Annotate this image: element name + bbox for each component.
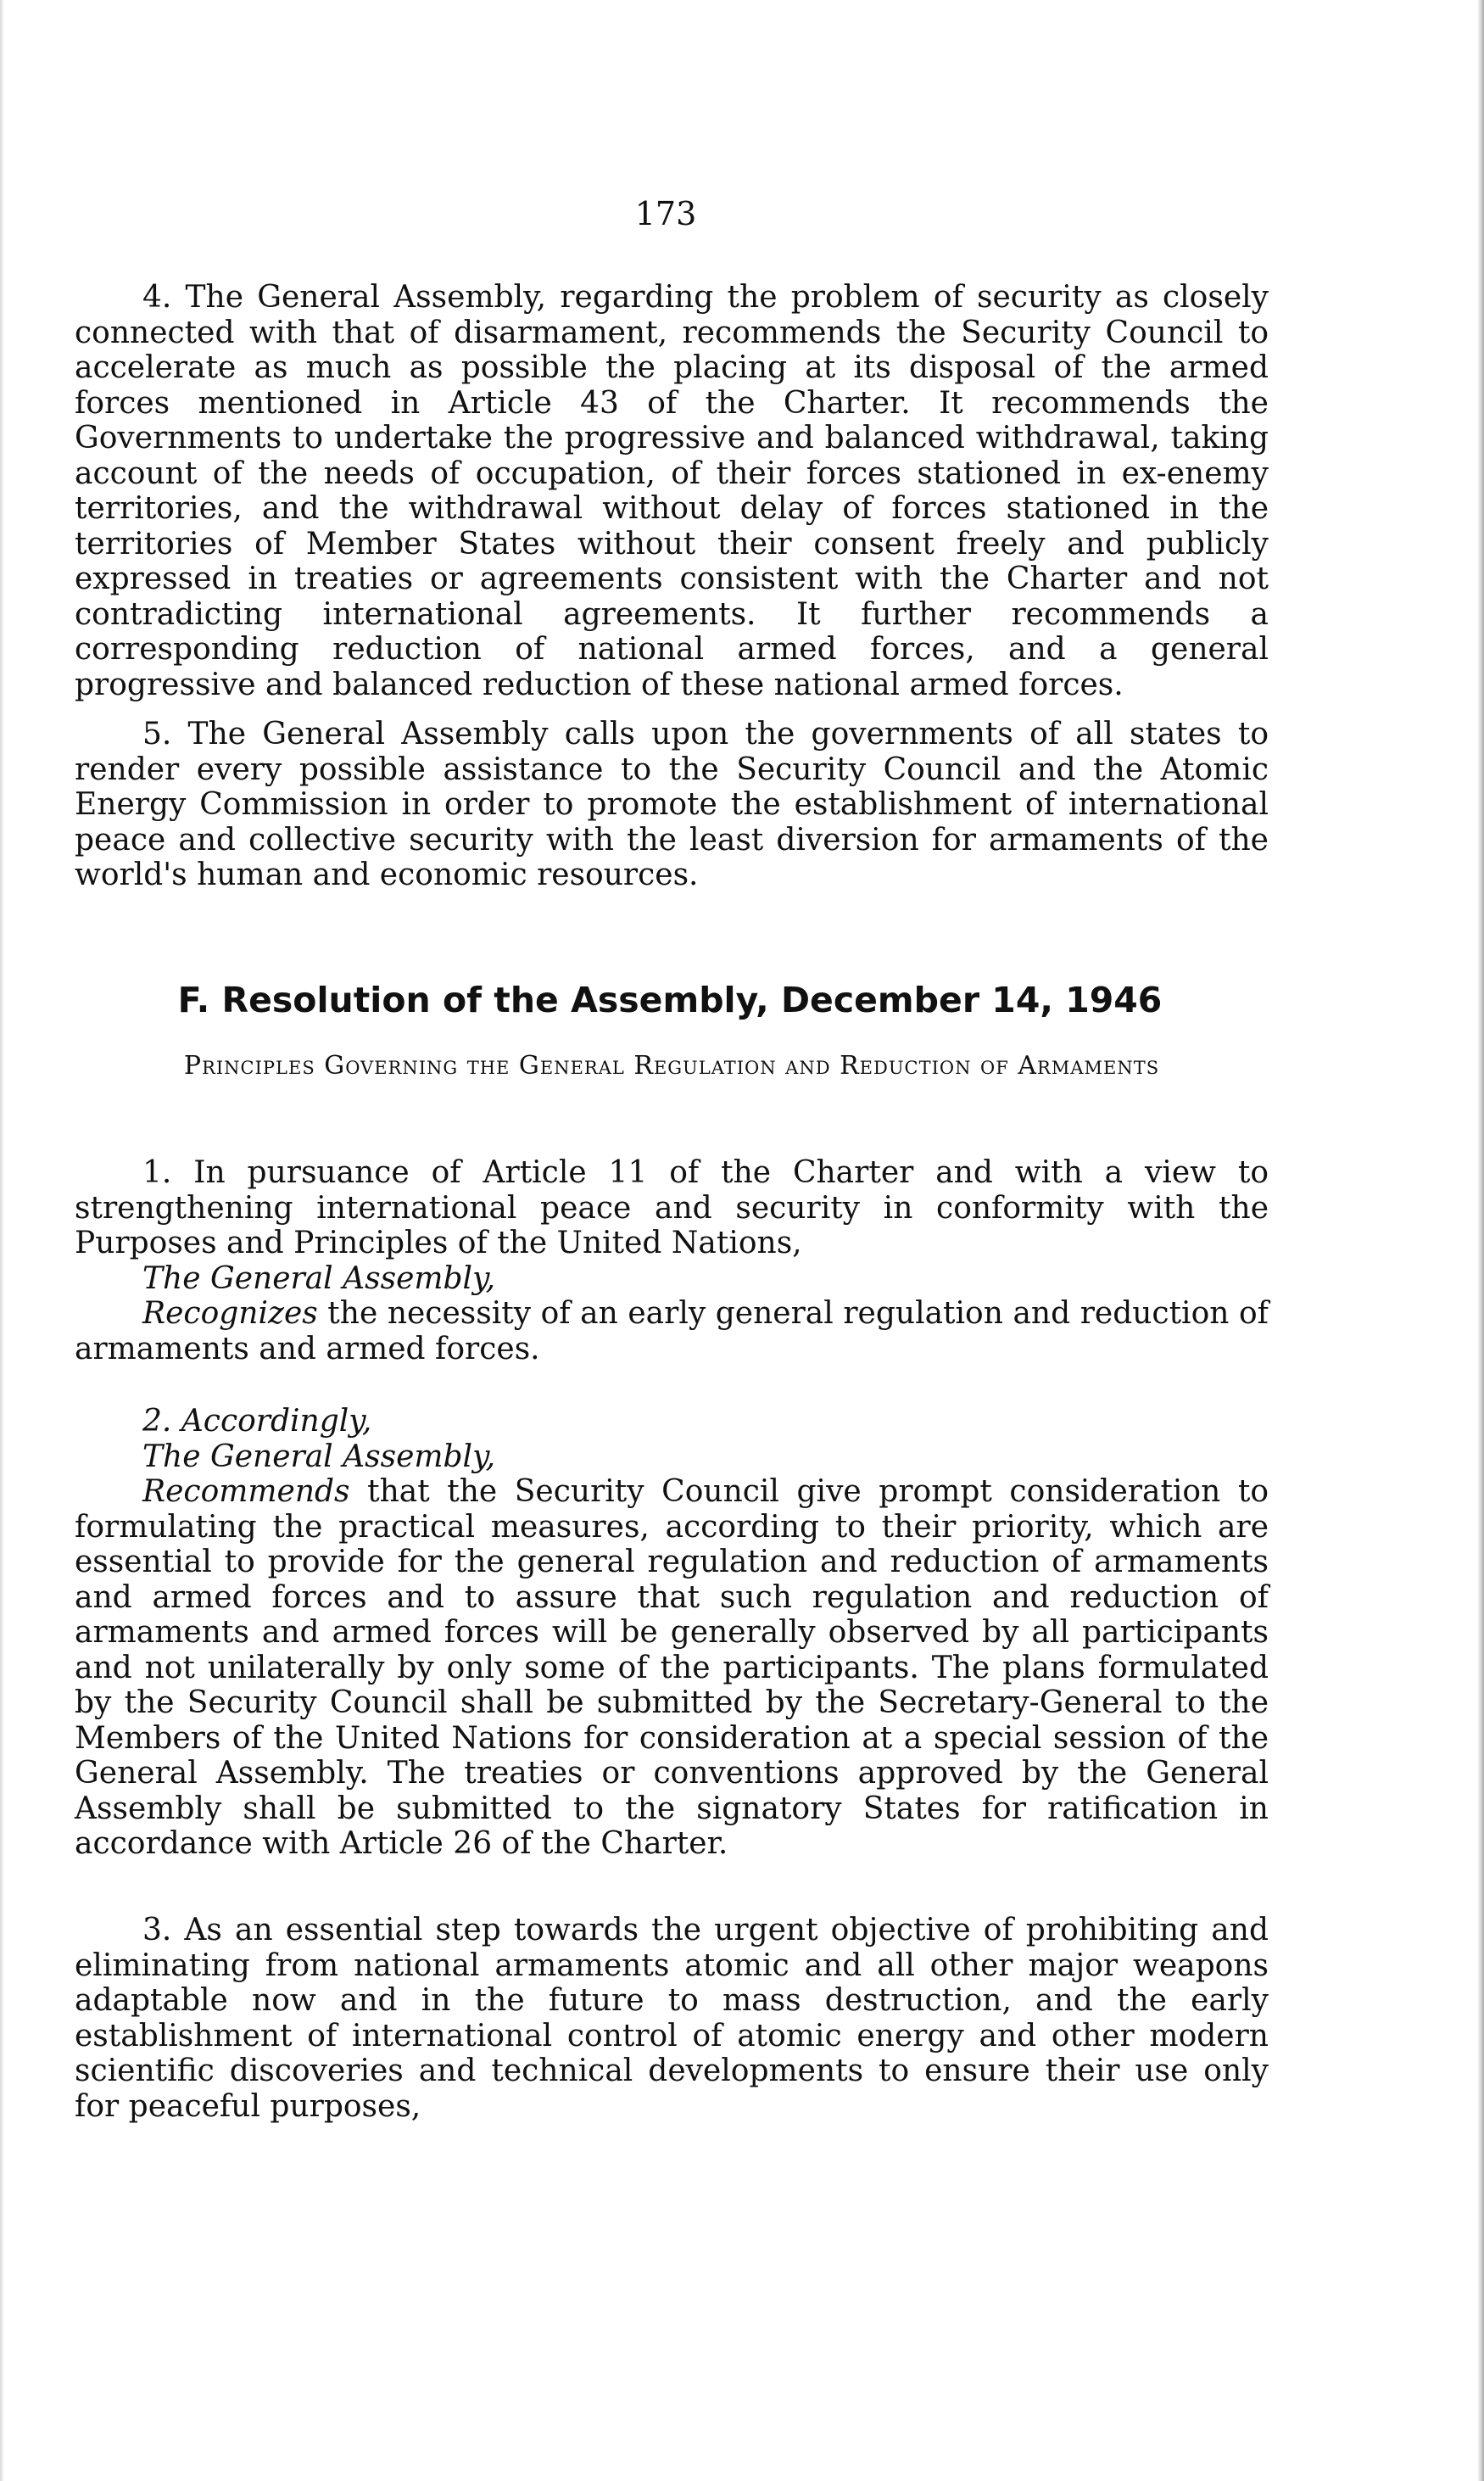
recognizes-text: the necessity of an early general regulation and reduction of armaments and armed forces. [75,1296,1269,1366]
resolution-paragraph-2-block [75,1404,1269,1862]
recognizes-paragraph [75,1296,1269,1366]
recommends-word: Recommends [142,1474,350,1509]
scan-edge-right [1477,0,1484,2481]
recommends-text: that the Security Council give prompt consideration to formulating the practical measures, according to their priority, which are essential to provide for the general regulation and reduction of armaments and armed forces and to assure that such regulation and reduction of armaments and armed forces will be generally observed by all participants and not unilaterally by only some of the participants. The plans formulated by the Security Council shall be submitted by the Secretary-General to the Members of the United Nations for consideration at a special session of the General Assembly. The treaties or conventions approved by the General Assembly shall be submitted to the signatory States for ratification in accordance with Article 26 of the Charter. [75,1474,1269,1861]
section-heading: F. Resolution of the Assembly, December 14, 1946 [177,980,1163,1020]
page-number: 173 [634,195,697,232]
paragraph-5: 5. The General Assembly calls upon the governments of all states to render every possible assistance to the Security Council and the Atomic Energy Commission in order to promote the establishment of international peace and collective security with the least diversion for armaments of the world's human and economic resources. [75,717,1269,892]
paragraph-4-block [75,280,1269,702]
general-assembly-line-1: The General Assembly, [142,1260,496,1296]
accordingly-line: 2. Accordingly, [142,1404,372,1439]
scan-edge-left [0,0,4,2481]
section-subheading: Principles Governing the General Regulation and Reduction of Armaments [183,1051,1160,1081]
resolution-paragraph-3-block [75,1913,1269,2124]
resolution-paragraph-3: 3. As an essential step towards the urgent objective of prohibiting and eliminating from national armaments atomic and all other major weapons adaptable now and in the future to mass destruction, and the early establishment of international control of atomic energy and other modern scientific discoveries and technical developments to ensure their use only for peaceful purposes, [75,1913,1269,2124]
recommends-paragraph [75,1474,1269,1862]
recognizes-word: Recognizes [142,1296,318,1331]
general-assembly-line-2: The General Assembly, [142,1439,496,1474]
resolution-paragraph-1: 1. In pursuance of Article 11 of the Charter and with a view to strengthening international peace and security in conformity with the Purposes and Principles of the United Nations, [75,1155,1269,1260]
resolution-paragraph-1-block [75,1155,1269,1366]
paragraph-4: 4. The General Assembly, regarding the problem of security as closely connected with that of disarmament, recommends the Security Council to accelerate as much as possible the placing at its disposal of the armed forces mentioned in Article 43 of the Charter. It recommends the Governments to undertake the progressive and balanced withdrawal, taking account of the needs of occupation, of their forces stationed in ex-enemy territories, and the withdrawal without delay of forces stationed in the territories of Member States without their consent freely and publicly expressed in treaties or agreements consistent with the Charter and not contradicting international agreements. It further recommends a corresponding reduction of national armed forces, and a general progressive and balanced reduction of these national armed forces. [75,280,1269,702]
paragraph-5-block [75,717,1269,893]
